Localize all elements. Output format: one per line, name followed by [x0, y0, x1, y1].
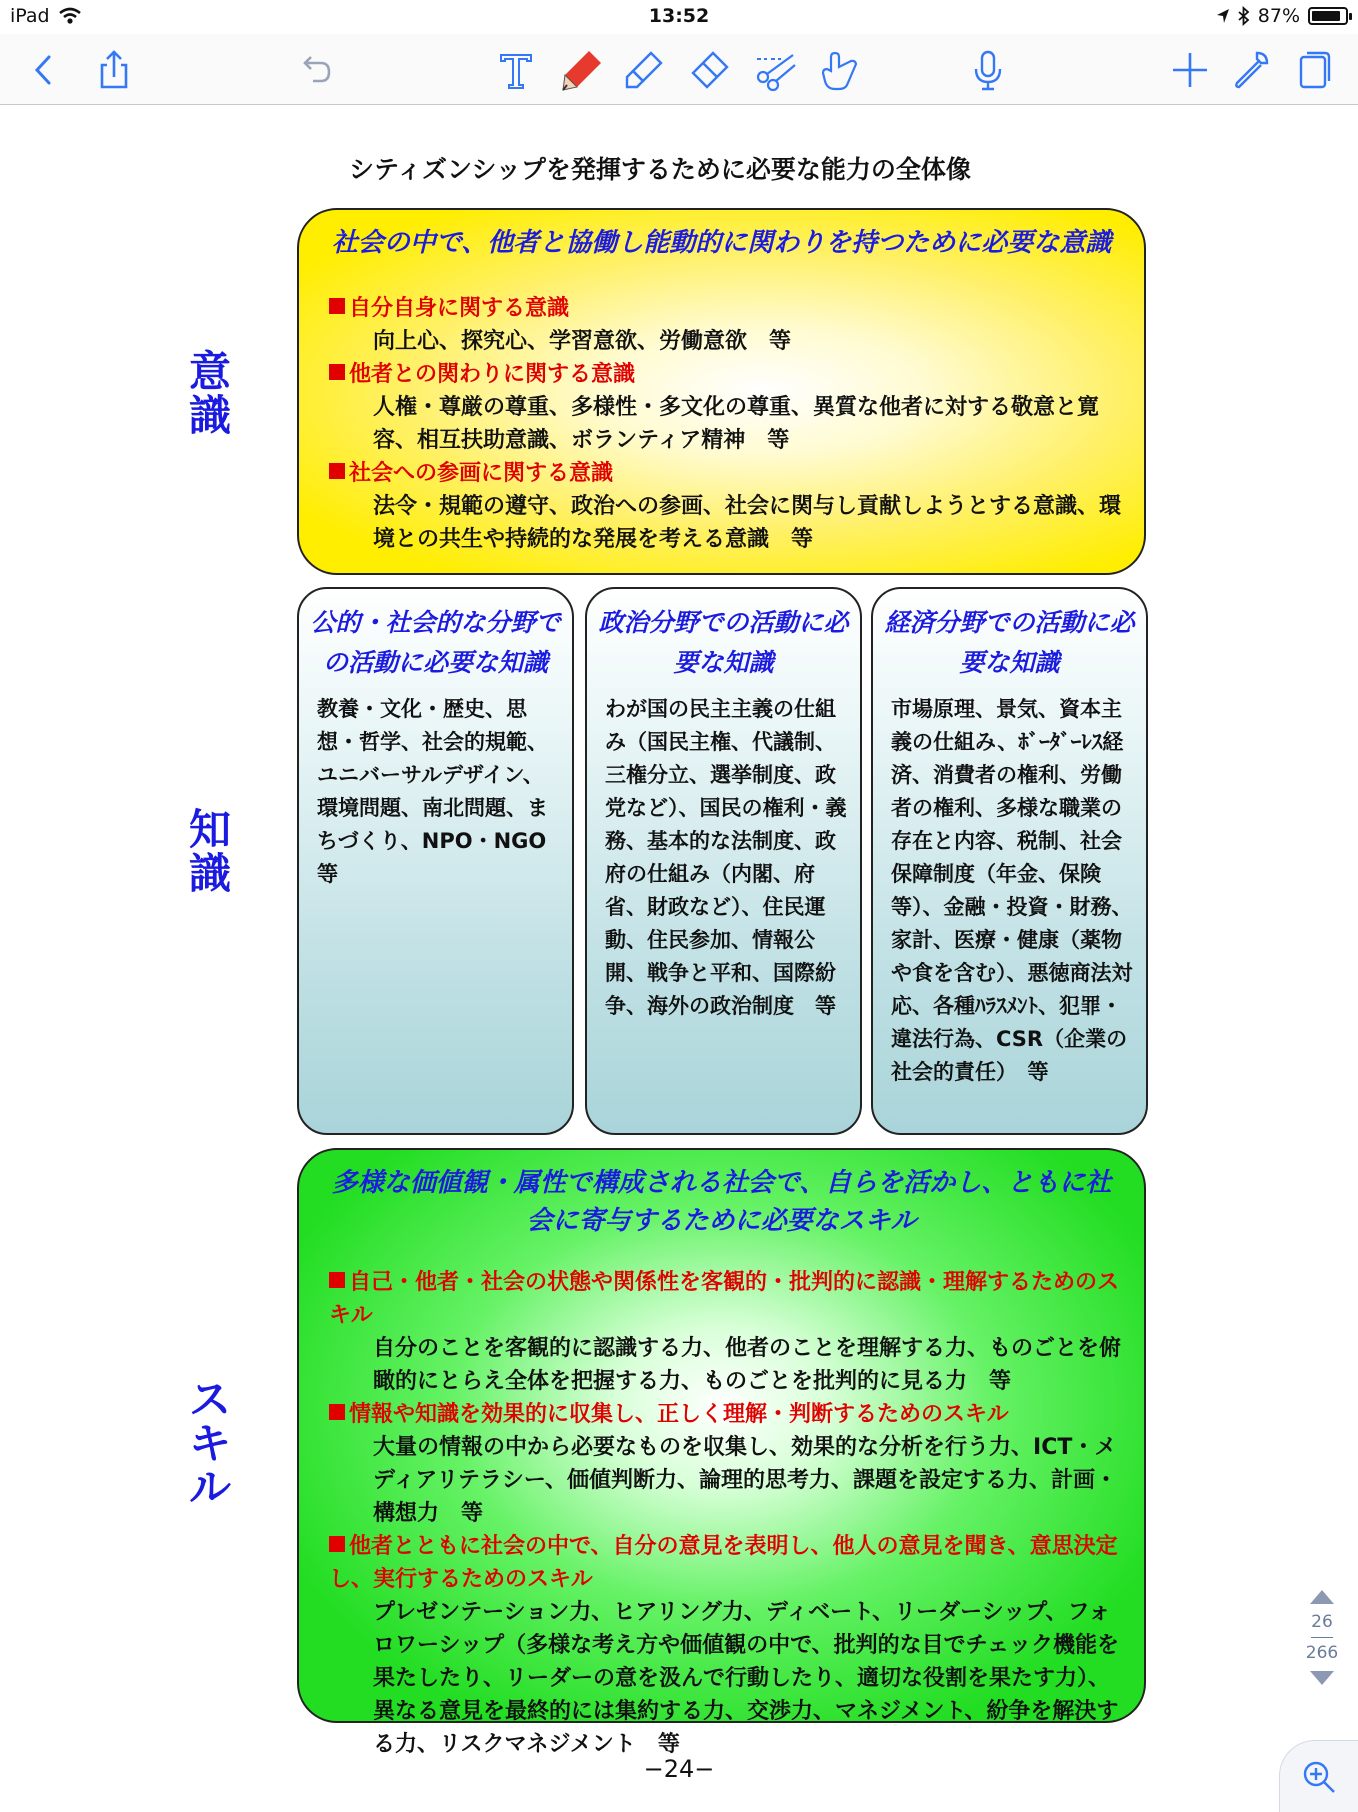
side-label-char: ス: [188, 1375, 231, 1424]
awareness-section-body: 法令・規範の遵守、政治への参画、社会に関与し貢献しようとする意識、環境との共生や持続的な発展を考える意識 等: [373, 494, 1122, 552]
knowledge-head: 政治分野での活動に必要な知識: [598, 608, 849, 677]
total-pages: 266: [1305, 1643, 1339, 1663]
red-square-icon: [329, 463, 345, 479]
wrench-icon: [1227, 47, 1273, 93]
red-square-icon: [329, 364, 345, 380]
skill-headline: 多様な価値観・属性で構成される社会で、自らを活かし、ともに社会に寄与するために必要なスキル: [331, 1168, 1112, 1236]
knowledge-head: 経済分野での活動に必要な知識: [884, 608, 1135, 677]
share-icon: [91, 47, 137, 93]
side-label-char: 知: [188, 805, 231, 854]
highlighter-button[interactable]: [618, 44, 670, 96]
knowledge-head: 公的・社会的な分野での活動に必要な知識: [310, 608, 561, 677]
side-label-char: 意: [188, 347, 231, 396]
text-tool-button[interactable]: [490, 44, 542, 96]
awareness-section-body: 向上心、探究心、学習意欲、労働意欲 等: [373, 329, 792, 354]
battery-level: [1312, 11, 1340, 21]
pages-icon: [1291, 47, 1337, 93]
undo-button[interactable]: [290, 44, 342, 96]
bluetooth-icon: [1238, 7, 1250, 25]
status-time: 13:52: [648, 5, 710, 27]
device-name: iPad: [10, 5, 50, 27]
battery-percent: 87%: [1257, 5, 1300, 27]
skill-section-head: [329, 1266, 1124, 1332]
microphone-button[interactable]: [962, 44, 1014, 96]
awareness-section-head: [329, 358, 1124, 391]
add-icon: [1167, 47, 1213, 93]
label-skill: [180, 1375, 240, 1512]
toolbar: [0, 34, 1358, 105]
pages-button[interactable]: [1288, 44, 1340, 96]
current-page: 26: [1311, 1612, 1333, 1632]
label-ishiki: [180, 347, 240, 440]
zoom-button[interactable]: [1279, 1740, 1358, 1812]
side-label-char: キ: [188, 1419, 231, 1468]
pen-tool-button[interactable]: [556, 44, 608, 96]
red-square-icon: [329, 1536, 345, 1552]
page-navigator: [1296, 1590, 1348, 1685]
text-tool-icon: [493, 47, 539, 93]
label-chishiki: [180, 805, 240, 898]
magnifier-plus-icon: [1300, 1758, 1338, 1796]
settings-button[interactable]: [1224, 44, 1276, 96]
undo-icon: [293, 47, 339, 93]
red-square-icon: [329, 1272, 345, 1288]
eraser-button[interactable]: [684, 44, 736, 96]
awareness-section-head: [329, 457, 1124, 490]
red-square-icon: [329, 1404, 345, 1420]
section-head-text: 情報や知識を効果的に収集し、正しく理解・判断するためのスキル: [349, 1402, 1009, 1427]
lasso-button[interactable]: [750, 44, 802, 96]
skill-section-body: プレゼンテーション力、ヒアリング力、ディベート、リーダーシップ、フォロワーシップ（多様な考え方や価値観の中で、批判的な目でチェック機能を果たしたり、リーダーの意を汲んで行動したり、適切な役割を果たす力）、異なる意見を最終的には集約する力、交渉力、マネジメント、紛争を解決する力、リスクマネジメント 等: [373, 1600, 1120, 1757]
knowledge-box-public: [297, 587, 574, 1135]
eraser-icon: [687, 47, 733, 93]
awareness-section-body: 人権・尊厳の尊重、多様性・多文化の尊重、異質な他者に対する敬意と寛容、相互扶助意識、ボランティア精神 等: [373, 395, 1100, 453]
hand-tool-button[interactable]: [814, 44, 866, 96]
red-square-icon: [329, 298, 345, 314]
awareness-headline: 社会の中で、他者と協働し能動的に関わりを持つために必要な意識: [331, 228, 1112, 258]
awareness-section-head: [329, 292, 1124, 325]
awareness-box: [297, 208, 1146, 575]
skill-box: [297, 1148, 1146, 1757]
section-head-text: 自己・他者・社会の状態や関係性を客観的・批判的に認識・理解するためのスキル: [329, 1270, 1120, 1328]
knowledge-box-politics: [585, 587, 862, 1135]
highlighter-icon: [621, 47, 667, 93]
section-head-text: 自分自身に関する意識: [349, 296, 570, 321]
next-page-button[interactable]: [1310, 1671, 1334, 1685]
location-icon: [1216, 8, 1230, 24]
side-label-char: ル: [188, 1463, 231, 1512]
back-button[interactable]: [18, 44, 70, 96]
page-separator: [1311, 1637, 1333, 1638]
knowledge-box-economy: [871, 587, 1148, 1135]
microphone-icon: [965, 47, 1011, 93]
previous-page-button[interactable]: [1310, 1590, 1334, 1604]
document-title: シティズンシップを発揮するために必要な能力の全体像: [349, 155, 971, 184]
side-label-char: 識: [188, 391, 231, 440]
status-bar: [0, 0, 1358, 34]
skill-section-body: 大量の情報の中から必要なものを収集し、効果的な分析を行う力、ICT・メディアリテラシー、価値判断力、論理的思考力、課題を設定する力、計画・構想力 等: [373, 1435, 1118, 1526]
battery-icon: [1308, 7, 1348, 25]
section-head-text: 他者とともに社会の中で、自分の意見を表明し、他人の意見を聞き、意思決定し、実行するためのスキル: [329, 1534, 1118, 1592]
side-label-char: 識: [188, 849, 231, 898]
add-button[interactable]: [1164, 44, 1216, 96]
back-icon: [21, 47, 67, 93]
section-head-text: 社会への参画に関する意識: [349, 461, 614, 486]
knowledge-body: わが国の民主主義の仕組み（国民主権、代議制、三権分立、選挙制度、政党など）、国民の権利・義務、基本的な法制度、政府の仕組み（内閣、府省、財政など）、住民運動、住民参加、情報公開、戦争と平和、国際紛争、海外の政治制度 等: [605, 697, 847, 1018]
section-head-text: 他者との関わりに関する意識: [349, 362, 636, 387]
knowledge-body: 教養・文化・歴史、思想・哲学、社会的規範、ユニバーサルデザイン、環境問題、南北問題、まちづくり、NPO・NGO 等: [317, 697, 568, 886]
skill-section-head: [329, 1398, 1124, 1431]
skill-section-body: 自分のことを客観的に認識する力、他者のことを理解する力、ものごとを俯瞰的にとらえ全体を把握する力、ものごとを批判的に見る力 等: [373, 1336, 1122, 1394]
knowledge-body: 市場原理、景気、資本主義の仕組み、ﾎﾞｰﾀﾞｰﾚｽ経済、消費者の権利、労働者の権利、多様な職業の存在と内容、税制、社会保障制度（年金、保険等）、金融・投資・財務、家計、医療・健康（薬物や食を含む）、悪徳商法対応、各種ﾊﾗｽﾒﾝﾄ、犯罪・違法行為、CSR（企業の社会的責任） 等: [891, 697, 1133, 1084]
pen-tool-icon: [559, 47, 605, 93]
share-button[interactable]: [88, 44, 140, 96]
page-number: −24−: [643, 1755, 715, 1783]
hand-pointer-icon: [817, 47, 863, 93]
skill-section-head: [329, 1530, 1124, 1596]
lasso-scissors-icon: [753, 47, 799, 93]
